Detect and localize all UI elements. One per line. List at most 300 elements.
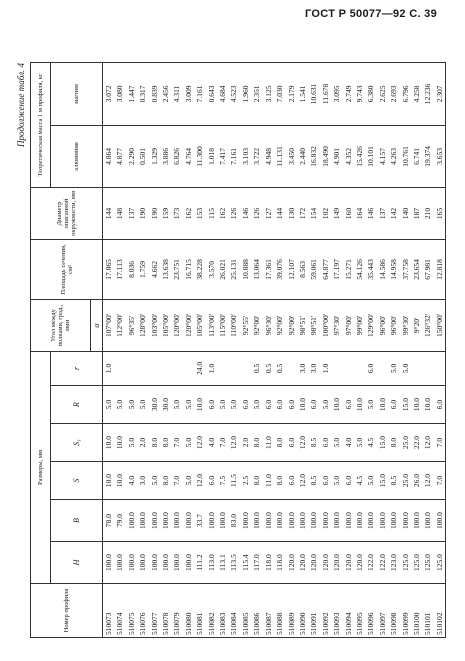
table-cell: 96°00'	[377, 299, 388, 351]
table-cell: 78.0	[103, 500, 115, 542]
table-cell: 0.317	[137, 62, 148, 125]
table-cell: 120.0	[297, 542, 308, 584]
table-cell: 125.0	[422, 542, 433, 584]
table-cell: 15.0	[377, 424, 388, 462]
table-cell: 2.307	[434, 62, 446, 125]
table-cell: 120.0	[308, 542, 319, 584]
table-cell: 510097	[377, 584, 388, 638]
table-row	[206, 62, 217, 637]
table-cell: 4.877	[114, 125, 125, 187]
table-cell: 115.4	[240, 542, 251, 584]
table-cell: 122.0	[377, 542, 388, 584]
table-cell: 8.563	[297, 239, 308, 299]
table-cell: 7.0	[171, 462, 182, 500]
table-cell: 96°00'	[388, 299, 399, 351]
table-cell: 11.0	[263, 424, 274, 462]
table-cell: 3.722	[251, 125, 262, 187]
table-cell: 23.654	[411, 239, 422, 299]
table-cell	[217, 351, 228, 385]
table-cell: 96°30'	[263, 299, 274, 351]
table-cell: 4.0	[126, 462, 137, 500]
table-cell: 8.0	[160, 424, 171, 462]
table-cell: 25.0	[400, 462, 411, 500]
table-cell: 123.0	[388, 542, 399, 584]
table-row	[286, 62, 297, 637]
table-row	[274, 62, 285, 637]
table-cell: 510089	[286, 584, 297, 638]
table-cell: 6.0	[343, 386, 354, 424]
table-cell	[354, 351, 365, 385]
table-row	[365, 62, 376, 637]
table-cell: 2.440	[297, 125, 308, 187]
table-row	[114, 62, 125, 637]
table-cell: 113.5	[228, 542, 239, 584]
table-cell: 37.758	[400, 239, 411, 299]
table-row	[411, 62, 422, 637]
table-cell: 16.715	[183, 239, 194, 299]
table-cell: 4.157	[377, 125, 388, 187]
table-cell: 154	[308, 187, 319, 239]
table-cell: 105°00'	[160, 299, 171, 351]
table-cell: 5.0	[137, 386, 148, 424]
table-cell: 3.0	[308, 351, 319, 385]
table-cell: 3.072	[103, 62, 115, 125]
table-cell: 510088	[274, 584, 285, 638]
table-cell: 510094	[343, 584, 354, 638]
table-cell: 5.0	[365, 462, 376, 500]
table-row	[137, 62, 148, 637]
table-cell: 7.5	[217, 462, 228, 500]
table-cell: 8.5	[388, 462, 399, 500]
table-cell: 2.179	[286, 62, 297, 125]
table-cell: 5.0	[331, 424, 342, 462]
table-cell: 12.0	[422, 462, 433, 500]
table-cell: 100.0	[217, 500, 228, 542]
table-cell: 67.981	[422, 239, 433, 299]
header-mass: Теоретическая масса 1 м профиля, кг	[31, 62, 51, 187]
table-cell: 0.5	[251, 351, 262, 385]
table-cell: 4.864	[103, 125, 115, 187]
table-cell: 510090	[297, 584, 308, 638]
table-cell: 100.0	[149, 500, 160, 542]
table-cell: 10.0	[411, 386, 422, 424]
table-cell: 4.0	[206, 424, 217, 462]
table-cell: 10.0	[422, 386, 433, 424]
header-profile-no: Номер профиля	[31, 584, 103, 638]
table-cell: 150°00'	[434, 299, 446, 351]
table-cell: 3.125	[263, 62, 274, 125]
table-cell: 4.901	[331, 125, 342, 187]
table-cell: 1.329	[149, 125, 160, 187]
table-cell: 100.0	[320, 500, 331, 542]
table-cell: 510078	[160, 584, 171, 638]
table-cell: 153	[194, 187, 205, 239]
table-continuation-label: Продолжение табл. 4	[16, 63, 26, 147]
table-cell: 126	[251, 187, 262, 239]
table-row	[343, 62, 354, 637]
table-cell: 1.541	[297, 62, 308, 125]
rotated-table-block	[16, 63, 456, 638]
table-cell: 5.0	[126, 424, 137, 462]
table-cell: 126°32'	[422, 299, 433, 351]
table-cell: 8.0	[388, 424, 399, 462]
table-cell: 2.0	[137, 424, 148, 462]
table-cell: 510100	[411, 584, 422, 638]
table-cell: 4.258	[411, 62, 422, 125]
table-cell: 14.958	[388, 239, 399, 299]
table-cell: 126	[228, 187, 239, 239]
table-cell: 35.443	[365, 239, 376, 299]
table-cell: 100.0	[331, 500, 342, 542]
table-cell: 118.0	[274, 542, 285, 584]
table-cell: 83.0	[228, 500, 239, 542]
table-cell: 15.271	[343, 239, 354, 299]
table-cell: 510081	[194, 584, 205, 638]
table-cell: 173	[171, 187, 182, 239]
table-cell: 92°00'	[251, 299, 262, 351]
table-cell: 10.0	[194, 386, 205, 424]
table-cell: 100.0	[126, 500, 137, 542]
table-cell: 3.450	[286, 125, 297, 187]
header-angle: Угол между полками, град., мин	[31, 299, 91, 351]
table-cell: 10.0	[297, 386, 308, 424]
table-cell: 5.0	[149, 462, 160, 500]
table-row	[194, 62, 205, 637]
table-cell: 17.361	[263, 239, 274, 299]
table-row	[160, 62, 171, 637]
table-cell: 122.0	[365, 542, 376, 584]
table-cell: 100.0	[160, 542, 171, 584]
table-cell: 2.693	[388, 62, 399, 125]
table-cell: 3.009	[183, 62, 194, 125]
table-cell: 59.061	[308, 239, 319, 299]
table-cell: 120°00'	[171, 299, 182, 351]
table-cell: 117.0	[251, 542, 262, 584]
table-cell: 12.0	[228, 424, 239, 462]
table-cell: 510074	[114, 584, 125, 638]
table-cell: 100.0	[171, 542, 182, 584]
table-cell: 11.131	[274, 125, 285, 187]
table-cell: 98°51'	[308, 299, 319, 351]
table-cell	[331, 351, 342, 385]
table-cell: 100.0	[183, 500, 194, 542]
table-row	[183, 62, 194, 637]
table-cell: 510080	[183, 584, 194, 638]
table-cell: 8.0	[274, 462, 285, 500]
table-cell: 127	[263, 187, 274, 239]
table-cell: 15.426	[354, 125, 365, 187]
table-cell: 0.643	[206, 62, 217, 125]
table-cell: 8.0	[274, 424, 285, 462]
header-R: R	[51, 386, 103, 424]
table-cell: 100.0	[388, 500, 399, 542]
table-cell: 5.0	[114, 386, 125, 424]
table-cell: 100.0	[422, 500, 433, 542]
table-cell: 1.0	[320, 351, 331, 385]
table-row	[434, 62, 446, 637]
table-cell: 130	[286, 187, 297, 239]
table-cell: 100.0	[137, 500, 148, 542]
table-cell: 15.0	[400, 386, 411, 424]
table-row	[217, 62, 228, 637]
table-cell: 3.0	[297, 351, 308, 385]
table-cell: 9°20'	[411, 299, 422, 351]
table-cell: 510076	[137, 584, 148, 638]
table-cell: 12.0	[194, 462, 205, 500]
table-cell: 4.662	[149, 239, 160, 299]
table-cell: 64.877	[320, 239, 331, 299]
table-cell: 510075	[126, 584, 137, 638]
table-cell: 5.0	[365, 386, 376, 424]
table-cell: 120.0	[286, 542, 297, 584]
table-cell: 0.5	[274, 351, 285, 385]
table-cell: 100.0	[149, 542, 160, 584]
table-row	[331, 62, 342, 637]
table-cell: 105°00'	[194, 299, 205, 351]
table-cell: 162	[183, 187, 194, 239]
header-dimensions: Размеры, мм	[31, 351, 51, 583]
table-cell: 6.0	[274, 386, 285, 424]
table-row	[240, 62, 251, 637]
table-cell: 12.0	[297, 424, 308, 462]
table-cell: 5.0	[251, 386, 262, 424]
table-cell: 10.0	[103, 462, 115, 500]
table-cell	[240, 351, 251, 385]
table-cell: 5.0	[320, 386, 331, 424]
table-cell: 8.0	[149, 424, 160, 462]
table-cell: 10.101	[365, 125, 376, 187]
table-cell: 510079	[171, 584, 182, 638]
table-cell: 102	[320, 187, 331, 239]
table-cell: 4.948	[263, 125, 274, 187]
table-cell: 100.0	[377, 500, 388, 542]
table-cell: 22.0	[411, 424, 422, 462]
table-cell: 5.0	[103, 386, 115, 424]
table-cell	[228, 351, 239, 385]
table-cell: 6.0	[240, 386, 251, 424]
table-cell: 3.653	[434, 125, 446, 187]
table-cell: 128°00'	[137, 299, 148, 351]
table-cell: 6.0	[434, 386, 446, 424]
header-area: Площадь сечения, см²	[31, 239, 103, 299]
table-cell: 6.0	[320, 462, 331, 500]
table-cell: 3.570	[206, 239, 217, 299]
table-cell: 100.0	[183, 542, 194, 584]
table-cell: 16.832	[308, 125, 319, 187]
table-cell: 6.796	[400, 62, 411, 125]
table-cell: 5.0	[183, 386, 194, 424]
table-cell: 6.0	[286, 462, 297, 500]
header-B: B	[51, 500, 103, 542]
table-cell: 97°00'	[343, 299, 354, 351]
table-cell: 12.818	[434, 239, 446, 299]
profile-table	[30, 62, 446, 638]
table-cell: 100.0	[171, 500, 182, 542]
table-cell: 100.0	[365, 500, 376, 542]
table-cell: 2.5	[240, 462, 251, 500]
table-cell: 8.036	[126, 239, 137, 299]
table-cell: 39.076	[274, 239, 285, 299]
table-cell: 120.0	[354, 542, 365, 584]
table-cell: 7.030	[274, 62, 285, 125]
table-cell: 510083	[217, 584, 228, 638]
table-row	[308, 62, 319, 637]
table-cell: 5.0	[171, 386, 182, 424]
table-cell: 142	[388, 187, 399, 239]
table-cell: 100.0	[308, 500, 319, 542]
table-row	[126, 62, 137, 637]
page-header: ГОСТ Р 50077—92 С. 39	[305, 8, 437, 20]
table-cell: 510091	[308, 584, 319, 638]
table-cell: 112°00'	[114, 299, 125, 351]
table-cell: 99°00'	[354, 299, 365, 351]
table-cell: 30.0	[160, 386, 171, 424]
table-cell: 100.0	[434, 500, 446, 542]
table-cell: 100.0	[103, 542, 115, 584]
table-cell: 11.5	[228, 462, 239, 500]
table-cell: 4.5	[354, 462, 365, 500]
table-cell: 6.0	[343, 462, 354, 500]
table-cell: 1.960	[240, 62, 251, 125]
table-cell: 8.0	[251, 424, 262, 462]
table-cell: 100.0	[160, 500, 171, 542]
table-cell: 510086	[251, 584, 262, 638]
table-cell: 10.0	[354, 386, 365, 424]
table-cell: 510095	[354, 584, 365, 638]
table-cell: 7.0	[434, 424, 446, 462]
table-cell: 164	[354, 187, 365, 239]
table-cell: 100.0	[206, 500, 217, 542]
table-cell	[422, 351, 433, 385]
table-cell: 3.886	[160, 125, 171, 187]
table-cell: 103°00'	[149, 299, 160, 351]
table-cell: 6.0	[365, 351, 376, 385]
table-cell: 24.0	[194, 351, 205, 385]
header-mass-aluminium: алюминия	[51, 125, 103, 187]
table-cell: 140	[400, 187, 411, 239]
table-cell: 1.447	[126, 62, 137, 125]
table-cell: 149	[331, 187, 342, 239]
table-cell: 26.0	[411, 462, 422, 500]
table-cell	[377, 351, 388, 385]
table-cell: 144	[274, 187, 285, 239]
table-cell	[171, 351, 182, 385]
table-row	[251, 62, 262, 637]
table-cell: 6.0	[320, 424, 331, 462]
header-S1: S₁	[51, 424, 103, 462]
table-cell: 107°00'	[103, 299, 115, 351]
table-cell: 1.0	[103, 351, 115, 385]
table-cell: 7.0	[217, 424, 228, 462]
table-cell: 100.0	[263, 500, 274, 542]
table-cell: 25.131	[228, 239, 239, 299]
table-row	[171, 62, 182, 637]
table-cell: 18.490	[320, 125, 331, 187]
table-cell: 10.0	[103, 424, 115, 462]
table-cell: 100.0	[411, 500, 422, 542]
table-cell: 4.311	[171, 62, 182, 125]
table-cell: 510099	[400, 584, 411, 638]
table-cell: 12.0	[297, 462, 308, 500]
table-row	[320, 62, 331, 637]
table-cell: 97°30'	[331, 299, 342, 351]
table-cell: 10.761	[400, 125, 411, 187]
table-cell: 100.0	[286, 500, 297, 542]
table-cell: 510092	[320, 584, 331, 638]
table-cell: 10.888	[240, 239, 251, 299]
table-cell: 100.0	[274, 500, 285, 542]
table-cell: 6.0	[206, 386, 217, 424]
table-cell: 6.380	[365, 62, 376, 125]
table-cell	[343, 351, 354, 385]
table-cell: 10.0	[331, 386, 342, 424]
table-cell	[411, 351, 422, 385]
table-cell: 7.161	[194, 62, 205, 125]
table-cell: 1.0	[206, 351, 217, 385]
table-cell: 110°00'	[228, 299, 239, 351]
table-cell: 162	[217, 187, 228, 239]
table-cell: 115°00'	[217, 299, 228, 351]
table-cell: 14.586	[377, 239, 388, 299]
table-cell: 7.0	[171, 424, 182, 462]
table-cell: 160	[343, 187, 354, 239]
table-cell: 100.0	[137, 542, 148, 584]
table-cell: 187	[411, 187, 422, 239]
table-cell: 210	[422, 187, 433, 239]
table-cell: 510101	[422, 584, 433, 638]
table-cell: 11.678	[320, 62, 331, 125]
table-cell: 4.352	[343, 125, 354, 187]
table-cell: 98°51'	[297, 299, 308, 351]
table-cell: 148	[114, 187, 125, 239]
table-cell: 100.0	[297, 500, 308, 542]
table-cell: 165	[434, 187, 446, 239]
table-cell: 30.0	[149, 386, 160, 424]
table-cell: 113°00'	[206, 299, 217, 351]
table-cell: 0.501	[137, 125, 148, 187]
table-cell: 17.197	[331, 239, 342, 299]
table-cell: 4.5	[365, 424, 376, 462]
table-cell: 13.064	[251, 239, 262, 299]
table-cell: 10.631	[308, 62, 319, 125]
table-cell: 4.523	[228, 62, 239, 125]
table-cell: 3.095	[331, 62, 342, 125]
table-cell: 190	[137, 187, 148, 239]
header-r: r	[51, 351, 103, 385]
table-row	[400, 62, 411, 637]
table-cell: 100.0	[354, 500, 365, 542]
table-cell: 6.0	[206, 462, 217, 500]
table-row	[388, 62, 399, 637]
table-cell: 6.0	[286, 386, 297, 424]
table-cell: 0.839	[149, 62, 160, 125]
table-cell	[126, 351, 137, 385]
table-cell: 13.638	[160, 239, 171, 299]
header-diameter: Диаметр описанной окружности, мм	[31, 187, 103, 239]
table-cell: 100.0	[251, 500, 262, 542]
table-cell: 10.0	[114, 424, 125, 462]
table-cell: 23.751	[171, 239, 182, 299]
table-cell: 19.374	[422, 125, 433, 187]
table-cell	[183, 351, 194, 385]
table-cell: 100.0	[343, 500, 354, 542]
table-cell: 510085	[240, 584, 251, 638]
table-cell: 120.0	[331, 542, 342, 584]
table-cell: 100.0	[400, 500, 411, 542]
table-cell: 3.103	[240, 125, 251, 187]
table-cell: 25.0	[400, 424, 411, 462]
table-cell: 10.0	[114, 462, 125, 500]
